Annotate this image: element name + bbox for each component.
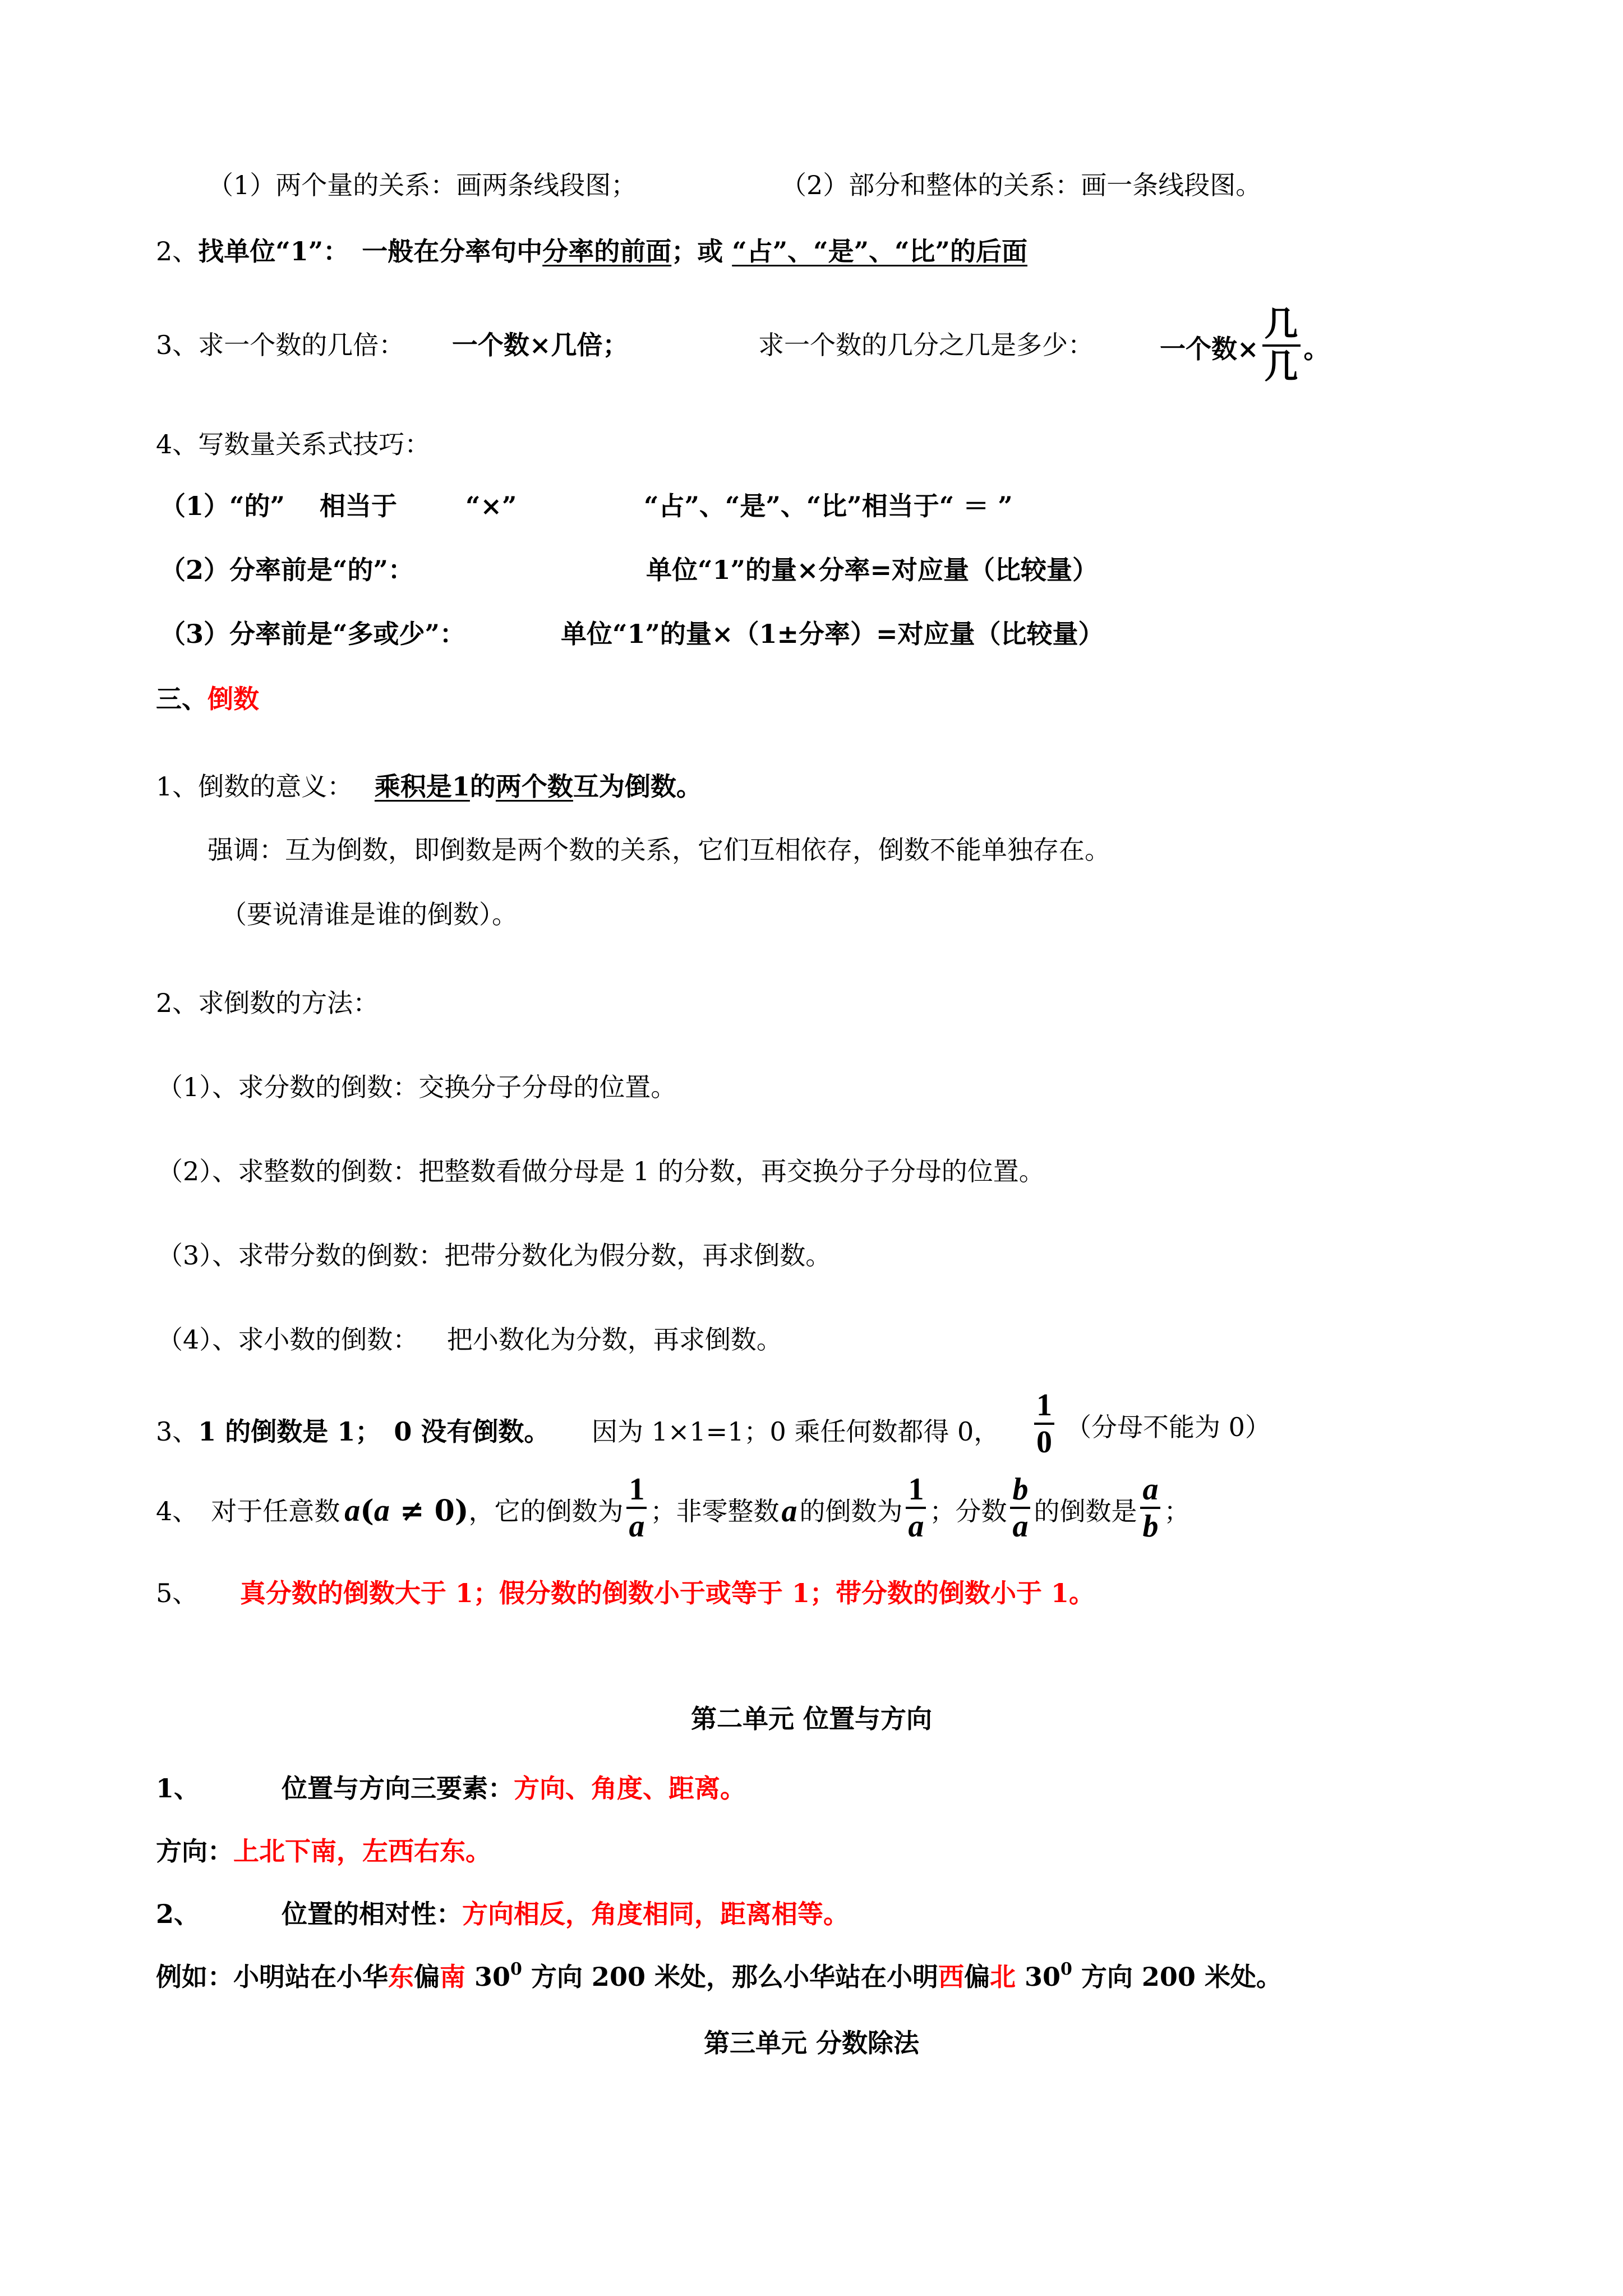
reciprocal-definition: [156, 770, 702, 803]
one-zero-statement: 1 的倒数是 1； 0 没有倒数。: [198, 1416, 550, 1447]
reciprocal-size-rule: [156, 1576, 1095, 1610]
three-elements-values: 方向、角度、距离。: [514, 1773, 746, 1803]
relativity-line: [156, 1897, 849, 1931]
formula-text: 单位“1”的量×（1±分率）=对应量（比较量）: [561, 619, 1104, 649]
multiple-prefix: 3、求一个数的几倍：: [156, 330, 405, 360]
degree-sup: 0: [1061, 1959, 1072, 1979]
method-mixed-text: （3）、求带分数的倒数：把带分数化为假分数，再求倒数。: [157, 1240, 832, 1271]
formula-text: 一个数×: [1160, 334, 1259, 364]
tip-de-a: [160, 489, 397, 523]
fraction-one-over-zero-wrap: [1031, 1388, 1271, 1463]
fraction-ji-ji: [1262, 304, 1301, 387]
var-a: a: [374, 1493, 390, 1528]
fraction-denominator: 0: [1036, 1425, 1052, 1460]
period: 。: [1303, 334, 1330, 364]
relation-tips-heading: [156, 427, 430, 461]
tip-de-b: [465, 489, 517, 523]
fraction-denominator: a: [908, 1509, 924, 1544]
fraction-a-over-b: [1140, 1472, 1160, 1544]
degree-sup: 0: [510, 1959, 522, 1979]
line-segment-tip-1: [208, 168, 637, 202]
var-a: a: [781, 1494, 797, 1529]
emphasis-text: 强调：互为倒数，即倒数是两个数的关系，它们互相依存，倒数不能单独存在。: [208, 835, 1110, 865]
multiple-line-left: [156, 328, 628, 362]
two-numbers: 两个数: [495, 771, 573, 802]
denominator-note: （分母不能为 0）: [1066, 1412, 1271, 1442]
var-a: a: [344, 1493, 361, 1528]
fraction-of-number-text: 求一个数的几分之几是多少：: [758, 330, 1094, 360]
emphasis-note: [208, 833, 1110, 867]
find-unit-one-text: 找单位“1”： 一般在分率句中: [198, 236, 543, 266]
tip-part-whole: （2）部分和整体的关系：画一条线段图。: [781, 170, 1262, 200]
angle-value: 30: [1015, 1962, 1061, 1992]
example-text-2: 方向 200 米处，那么小华站在小明: [522, 1962, 938, 1992]
method-mixed: [157, 1239, 831, 1272]
tip-two-quantities: （1）两个量的关系：画两条线段图；: [208, 170, 637, 200]
section-title: 倒数: [208, 684, 259, 714]
fraction-denominator: b: [1142, 1509, 1159, 1544]
angle-value: 30: [465, 1962, 511, 1992]
tip-equals-text: “占”、“是”、“比”相当于“ ＝ ”: [644, 491, 1013, 521]
because-text: 因为 1×1=1；0 乘任何数都得 0，: [591, 1416, 1000, 1447]
fraction-numerator: 1: [626, 1472, 647, 1509]
unit-3-title-text: 第三单元 分数除法: [703, 2028, 919, 2058]
method-decimal-text: 把小数化为分数，再求倒数。: [446, 1324, 782, 1355]
rule-text-5: 的倒数是: [1034, 1496, 1137, 1526]
method-integer: [157, 1154, 1045, 1188]
tip-equals: [644, 489, 1013, 523]
rule-text-2: ；非零整数: [650, 1496, 780, 1526]
example-text-1: 例如：小明站在小华: [156, 1962, 388, 1992]
fraction-1-over-a: [626, 1472, 647, 1544]
not-zero-condition: ≠ 0): [389, 1494, 469, 1528]
times-sign: “×”: [465, 491, 517, 521]
rule-prefix: 4、 对于任意数: [156, 1496, 340, 1526]
methods-heading: [156, 986, 379, 1020]
section-number: 三、: [156, 684, 208, 714]
tip-rate-de-formula: [646, 553, 1098, 587]
tip-more-less: [160, 617, 465, 651]
reciprocal-general-rule: [156, 1472, 1190, 1547]
underlined-before-rate: 分率的前面: [542, 236, 672, 266]
direction-line: [156, 1834, 491, 1868]
paren-open: (: [360, 1494, 374, 1528]
formula-text: 单位“1”的量×分率=对应量（比较量）: [646, 555, 1099, 585]
direction-label: 方向：: [156, 1836, 233, 1866]
tip-rate-de: [160, 553, 414, 587]
clarify-note: [221, 898, 518, 931]
tip-more-less-text: （3）分率前是“多或少”：: [160, 619, 465, 649]
direction-east: 东: [388, 1962, 414, 1992]
unit-2-title: [0, 1702, 1623, 1736]
size-rule-text: 真分数的倒数大于 1；假分数的倒数小于或等于 1；带分数的倒数小于 1。: [239, 1578, 1095, 1608]
relation-tips-text: 4、写数量关系式技巧：: [156, 429, 431, 459]
item-number: 1、: [156, 1773, 200, 1803]
item-number: 5、: [156, 1578, 199, 1608]
or-text: ；或: [671, 236, 723, 266]
fraction-of-number-label: [758, 328, 1094, 362]
methods-heading-text: 2、求倒数的方法：: [156, 988, 379, 1018]
fraction-b-over-a: [1010, 1472, 1030, 1544]
item-number: 2、: [156, 236, 199, 266]
tip-rate-de-text: （2）分率前是“的”：: [160, 555, 414, 585]
direction-values: 上北下南，左西右东。: [233, 1836, 491, 1866]
unit-2-title-text: 第二单元 位置与方向: [690, 1704, 932, 1734]
fraction-denominator: a: [1012, 1509, 1029, 1544]
method-fraction: [157, 1070, 676, 1104]
relativity-label: 位置的相对性：: [282, 1899, 463, 1929]
fraction-numerator: a: [1140, 1472, 1160, 1509]
product-is-one: 乘积是1: [374, 771, 470, 802]
fraction-denominator: 几: [1264, 348, 1298, 385]
tip-more-less-formula: [561, 617, 1104, 651]
reciprocal-of-one-zero: [156, 1415, 999, 1448]
fraction-denominator: a: [629, 1509, 645, 1544]
relativity-values: 方向相反，角度相同，距离相等。: [462, 1899, 850, 1929]
method-decimal-label: （4）、求小数的倒数：: [157, 1324, 419, 1355]
pian-text: 偏: [414, 1962, 440, 1992]
section-heading-reciprocal: [156, 682, 259, 716]
example-text-3: 方向 200 米处。: [1072, 1962, 1282, 1992]
tip-de-text: （1）“的” 相当于: [160, 491, 397, 521]
item-number: 3、: [156, 1416, 199, 1447]
fraction-of-number-formula: [1160, 307, 1330, 390]
reciprocal-text: 互为倒数。: [573, 771, 702, 802]
unit-3-title: [0, 2026, 1623, 2060]
direction-north: 北: [989, 1962, 1016, 1992]
fraction-numerator: 1: [1034, 1388, 1054, 1425]
pian-text: 偏: [963, 1962, 990, 1992]
clarify-text: （要说清谁是谁的倒数）。: [221, 899, 518, 930]
fraction-numerator: 几: [1262, 304, 1301, 347]
rule-text-3: 的倒数为: [799, 1496, 903, 1526]
find-unit-one-line: [156, 234, 1027, 268]
semicolon: ；: [1164, 1496, 1190, 1526]
fraction-numerator: b: [1010, 1472, 1030, 1509]
line-segment-tip-2: [781, 168, 1261, 202]
de-text: 的: [469, 771, 496, 802]
fraction-one-over-zero: [1034, 1388, 1054, 1460]
underlined-after-keywords: “占”、“是”、“比”的后面: [732, 236, 1027, 266]
fraction-numerator: 1: [906, 1472, 926, 1509]
rule-text-1: ，它的倒数为: [468, 1496, 624, 1526]
method-decimal: [157, 1323, 782, 1356]
method-fraction-text: （1）、求分数的倒数：交换分子分母的位置。: [157, 1072, 677, 1102]
method-integer-text: （2）、求整数的倒数：把整数看做分母是 1 的分数，再交换分子分母的位置。: [157, 1156, 1045, 1186]
definition-label: 1、倒数的意义：: [156, 771, 353, 802]
direction-west: 西: [938, 1962, 964, 1992]
rule-text-4: ；分数: [929, 1496, 1007, 1526]
direction-south: 南: [440, 1962, 465, 1992]
multiple-formula: 一个数×几倍；: [451, 330, 629, 360]
item-number: 2、: [156, 1899, 200, 1929]
three-elements-line: [156, 1772, 746, 1805]
example-line: [156, 1960, 1282, 1994]
fraction-1-over-a: [906, 1472, 926, 1544]
three-elements-label: 位置与方向三要素：: [282, 1773, 514, 1803]
